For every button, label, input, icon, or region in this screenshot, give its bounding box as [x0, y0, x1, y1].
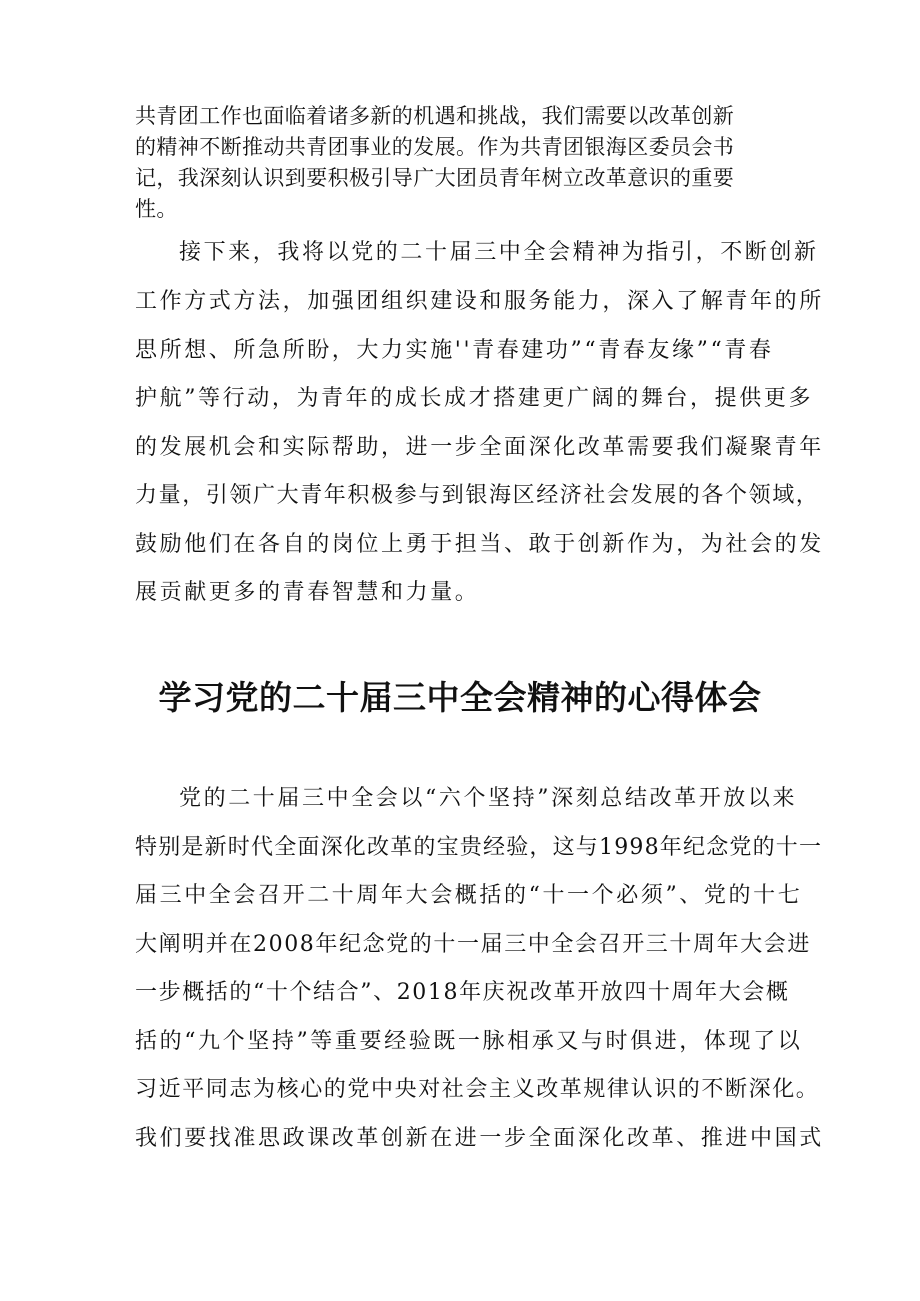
- paragraph-line: 一步概括的“十个结合”、2018年庆祝改革开放四十周年大会概: [135, 980, 790, 1005]
- paragraph-line: 特别是新时代全面深化改革的宝贵经验，这与1998年纪念党的十一: [135, 835, 823, 860]
- paragraph-line: 力量，引领广大青年积极参与到银海区经济社会发展的各个领域，: [135, 483, 820, 508]
- paragraph-line: 工作方式方法，加强团组织建设和服务能力，深入了解青年的所: [135, 289, 824, 314]
- paragraph-line: 思所想、所急所盼，大力实施''青春建功”“青春友缘”“青春: [135, 338, 774, 363]
- paragraph-line: 展贡献更多的青春智慧和力量。: [135, 580, 480, 605]
- paragraph-line: 接下来，我将以党的二十届三中全会精神为指引，不断创新: [179, 240, 819, 265]
- paragraph-line: 性。: [135, 197, 178, 221]
- paragraph-line: 记，我深刻认识到要积极引导广大团员青年树立改革意识的重要: [135, 166, 735, 190]
- paragraph-line: 鼓励他们在各自的岗位上勇于担当、敢于创新作为，为社会的发: [135, 532, 824, 557]
- paragraph-line: 的发展机会和实际帮助，进一步全面深化改革需要我们凝聚青年: [135, 435, 824, 460]
- paragraph-line: 党的二十届三中全会以“六个坚持”深刻总结改革开放以来: [179, 786, 798, 811]
- paragraph-line: 习近平同志为核心的党中央对社会主义改革规律认识的不断深化。: [135, 1077, 820, 1102]
- paragraph-line: 届三中全会召开二十周年大会概括的“十一个必须”、党的十七: [135, 883, 803, 908]
- paragraph-line: 共青团工作也面临着诸多新的机遇和挑战，我们需要以改革创新: [135, 104, 735, 128]
- paragraph-line: 大阐明并在2008年纪念党的十一届三中全会召开三十周年大会进: [135, 932, 811, 957]
- paragraph-line: 的精神不断推动共青团事业的发展。作为共青团银海区委员会书: [135, 135, 735, 159]
- paragraph-line: 括的“九个坚持”等重要经验既一脉相承又与时俱进，体现了以: [135, 1029, 803, 1054]
- paragraph-line: 我们要找准思政课改革创新在进一步全面深化改革、推进中国式: [135, 1126, 824, 1151]
- article-title: 学习党的二十届三中全会精神的心得体会: [158, 678, 762, 717]
- paragraph-line: 护航”等行动，为青年的成长成才搭建更广阔的舞台，提供更多: [135, 386, 814, 411]
